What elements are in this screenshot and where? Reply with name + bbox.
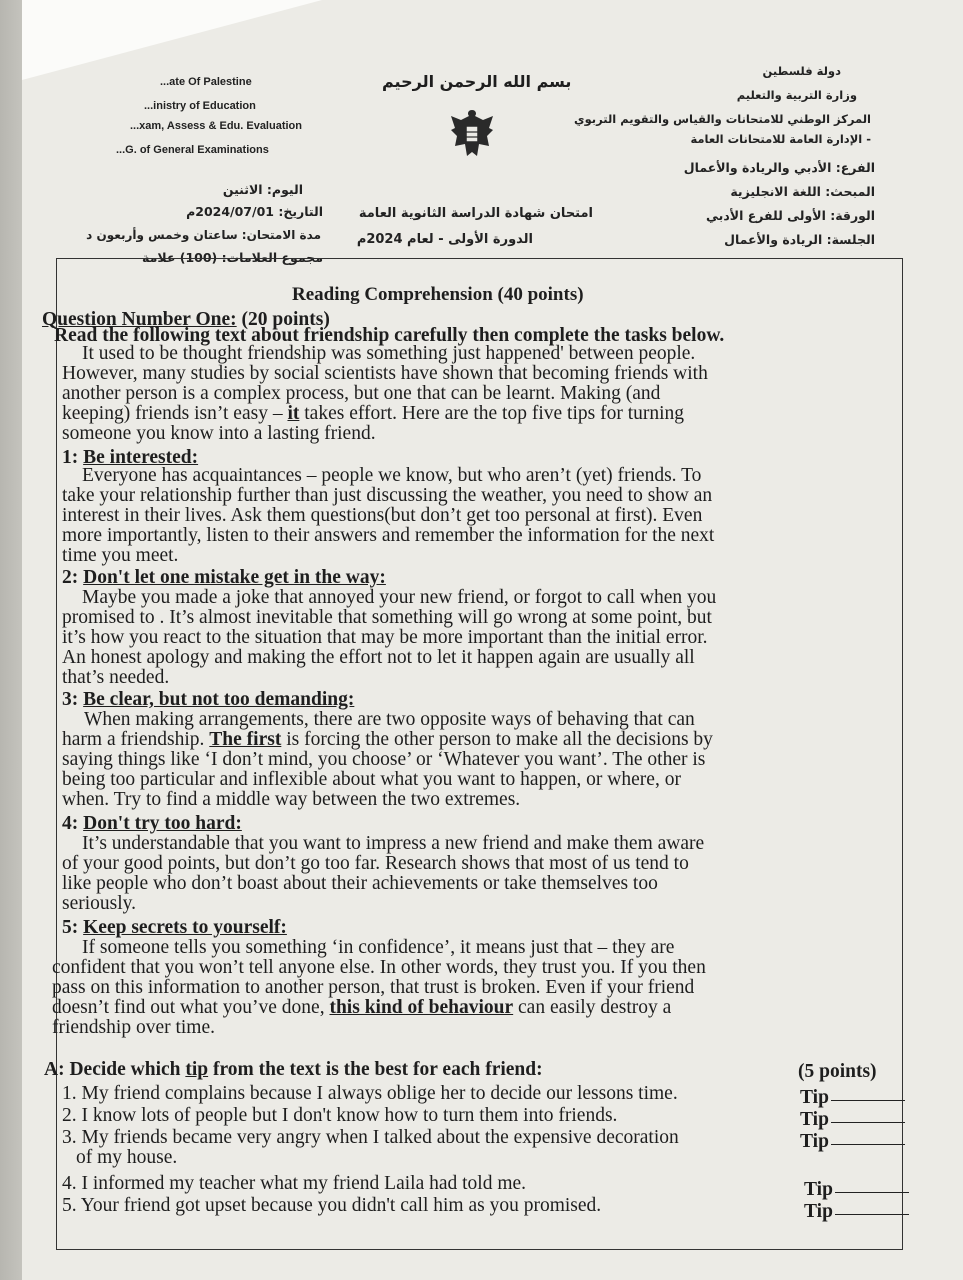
tip2-line-3: it’s how you react to the situation that may be more important than the initial error.	[62, 627, 708, 648]
answer-blank-5[interactable]	[804, 1202, 909, 1222]
folded-corner	[22, 0, 322, 80]
header-center: ...xam, Assess & Edu. Evaluation	[130, 120, 302, 132]
task-a-label-rest: from the text is the best for each friend:	[213, 1059, 543, 1080]
header-ar-session: الجلسة: الريادة والأعمال	[724, 232, 875, 247]
header-ar-directorate: - الإدارة العامة للامتحانات العامة	[690, 132, 871, 146]
tip5-text: doesn’t find out what you’ve done,	[52, 997, 325, 1018]
task-a-item-5: 5. Your friend got upset because you didn't call him as you promised.	[62, 1195, 602, 1216]
header-ar-date: التاريخ: 2024/07/01م	[186, 204, 323, 219]
task-a-item-4: 4. I informed my teacher what my friend Laila had told me.	[62, 1173, 527, 1194]
tip1-line-5: time you meet.	[62, 545, 179, 566]
tip4-heading	[62, 814, 242, 834]
tip1-line-3: interest in their lives. Ask them questions(but don’t get too personal at first). Even	[62, 505, 703, 526]
tip3-line-3: saying things like ‘I don’t mind, you choose’ or ‘Whatever you want’. The other is	[62, 749, 706, 770]
answer-blank-3[interactable]	[800, 1132, 905, 1152]
header-ar-marks: مجموع العلامات: (100) علامة	[142, 250, 323, 265]
answer-blank-2[interactable]	[800, 1110, 905, 1130]
answer-line[interactable]	[831, 1100, 905, 1101]
tip3-the-first: The first	[209, 729, 282, 750]
answer-line[interactable]	[835, 1192, 909, 1193]
tip2-title: Don't let one mistake get in the way:	[83, 567, 386, 588]
tip-label: Tip	[800, 1087, 829, 1108]
header-ar-day: اليوم: الاثنين	[222, 182, 303, 197]
tip2-line-5: that’s needed.	[62, 667, 170, 688]
header-ar-ministry: وزارة التربية والتعليم	[736, 88, 857, 102]
task-a-heading	[44, 1060, 543, 1080]
tip5-text: can easily destroy a	[518, 997, 672, 1018]
basmala: بسم الله الرحمن الرحيم	[382, 72, 572, 91]
task-a-item-1: 1. My friend complains because I always oblige her to decide our lessons time.	[62, 1083, 678, 1104]
tip5-title: Keep secrets to yourself:	[83, 917, 287, 938]
tip2-heading	[62, 568, 386, 588]
exam-paper	[22, 0, 963, 1280]
tip1-line-2: take your relationship further than just discussing the weather, you need to show an	[62, 485, 713, 506]
header-ar-subject: المبحث: اللغة الانجليزية	[730, 184, 875, 199]
task-a-item-2: 2. I know lots of people but I don't know how to turn them into friends.	[62, 1105, 618, 1126]
tip3-text: harm a friendship.	[62, 729, 205, 750]
task-a-item-3: 3. My friends became very angry when I talked about the expensive decoration	[62, 1127, 679, 1148]
tip-label: Tip	[800, 1109, 829, 1130]
header-ar-cycle: الدورة الأولى - لعام 2024م	[356, 232, 533, 247]
intro-text: takes effort. Here are the top five tips for turning	[304, 403, 685, 424]
header-ar-exam: امتحان شهادة الدراسة الثانوية العامة	[358, 206, 593, 221]
header-ar-duration: مدة الامتحان: ساعتان وخمس وأربعون د	[86, 228, 321, 242]
tip3-line-4: being too particular and inflexible about what you want to happen, or where, or	[62, 769, 681, 790]
tip4-line-1: It’s understandable that you want to impress a new friend and make them aware	[82, 833, 705, 854]
tip-label: Tip	[800, 1131, 829, 1152]
tip3-num: 3:	[62, 689, 79, 710]
header-ar-center: المركز الوطني للامتحانات والقياس والتقويم التربوي	[574, 112, 871, 126]
answer-line[interactable]	[835, 1214, 909, 1215]
intro-it-word: it	[287, 403, 300, 424]
tip5-line-1: If someone tells you something ‘in confidence’, it means just that – they are	[82, 937, 675, 958]
tip1-num: 1:	[62, 447, 79, 468]
question-points: (20 points)	[236, 309, 330, 330]
tip-label: Tip	[804, 1201, 833, 1222]
intro-text: keeping) friends isn’t easy –	[62, 403, 283, 424]
header-ministry: ...inistry of Education	[144, 100, 256, 112]
tip5-num: 5:	[62, 917, 79, 938]
tip4-num: 4:	[62, 813, 79, 834]
tip3-text: is forcing the other person to make all the decisions by	[286, 729, 713, 750]
tip5-this-kind: this kind of behaviour	[329, 997, 514, 1018]
section-title: Reading Comprehension (40 points)	[292, 284, 584, 305]
tip1-line-1: Everyone has acquaintances – people we know, but who aren’t (yet) friends. To	[82, 465, 702, 486]
task-a-points: (5 points)	[798, 1061, 877, 1082]
tip2-line-2: promised to . It’s almost inevitable that something will go wrong at some point, but	[62, 607, 712, 628]
question-number: Question Number One:	[42, 309, 237, 330]
tip2-line-1: Maybe you made a joke that annoyed your new friend, or forgot to call when you	[82, 587, 717, 608]
task-a-label: A: Decide which	[44, 1059, 181, 1080]
header-ar-paper: الورقة: الأولى للفرع الأدبي	[706, 208, 875, 223]
tip5-line-5: friendship over time.	[52, 1017, 215, 1038]
tip3-line-5: when. Try to find a middle way between the two extremes.	[62, 789, 521, 810]
intro-line-4	[62, 404, 684, 424]
tip3-title: Be clear, but not too demanding:	[83, 689, 355, 710]
tip4-line-4: seriously.	[62, 893, 137, 914]
header-directorate: ...G. of General Examinations	[116, 144, 269, 156]
header-ar-state: دولة فلسطين	[762, 64, 841, 78]
tip1-title: Be interested:	[83, 447, 199, 468]
tip5-heading	[62, 918, 287, 938]
tip3-heading	[62, 690, 354, 710]
tip5-line-4	[52, 998, 671, 1018]
tip5-line-3: pass on this information to another person, that trust is broken. Even if your friend	[52, 977, 695, 998]
tip5-line-2: confident that you won’t tell anyone else. In other words, they trust you. If you then	[52, 957, 706, 978]
tip4-line-3: like people who don’t boast about their achievements or take themselves too	[62, 873, 658, 894]
task-a-item-3-cont: of my house.	[76, 1147, 178, 1168]
palestine-eagle-emblem-icon	[447, 106, 497, 167]
tip3-line-2	[62, 730, 713, 750]
intro-line-1: It used to be thought friendship was something just happened' between people.	[82, 343, 696, 364]
intro-line-3: another person is a complex process, but one that can be learnt. Making (and	[62, 383, 661, 404]
tip2-num: 2:	[62, 567, 79, 588]
intro-line-5: someone you know into a lasting friend.	[62, 423, 376, 444]
answer-blank-4[interactable]	[804, 1180, 909, 1200]
question-instruction: Read the following text about friendship carefully then complete the tasks below.	[54, 325, 725, 346]
tip4-line-2: of your good points, but don’t go too far. Research shows that most of us tend to	[62, 853, 689, 874]
answer-line[interactable]	[831, 1144, 905, 1145]
tip1-line-4: more importantly, listen to their answers and remember the information for the next	[62, 525, 715, 546]
tip2-line-4: An honest apology and making the effort not to let it happen again are usually all	[62, 647, 695, 668]
header-ar-branch: الفرع: الأدبي والريادة والأعمال	[683, 160, 875, 175]
tip4-title: Don't try too hard:	[83, 813, 242, 834]
header-state: ...ate Of Palestine	[160, 76, 252, 88]
task-a-tip-word: tip	[185, 1059, 209, 1080]
answer-line[interactable]	[831, 1122, 905, 1123]
intro-line-2: However, many studies by social scientists have shown that becoming friends with	[62, 363, 708, 384]
tip3-line-1: When making arrangements, there are two opposite ways of behaving that can	[84, 709, 695, 730]
answer-blank-1[interactable]	[800, 1088, 905, 1108]
tip-label: Tip	[804, 1179, 833, 1200]
